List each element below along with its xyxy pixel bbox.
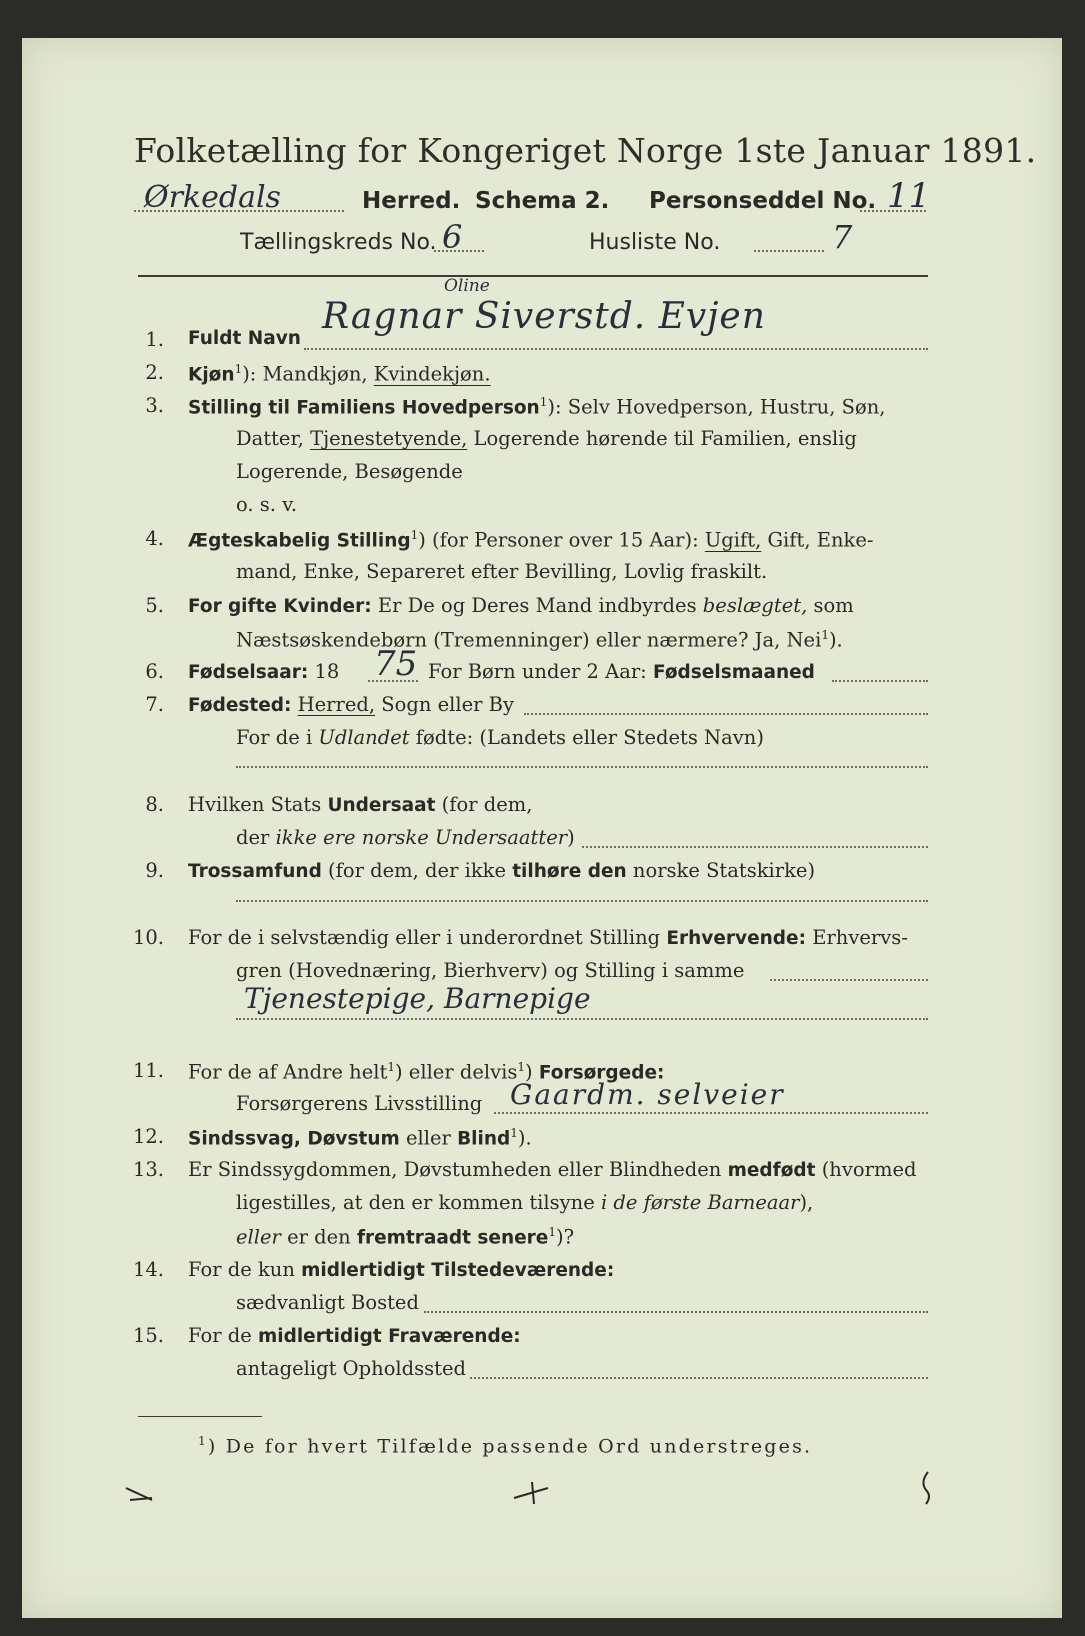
footnote-text: ) De for hvert Tilfælde passende Ord understreges. xyxy=(207,1435,813,1458)
herred-handwritten: Ørkedals xyxy=(144,180,281,215)
footnote-ref: 1 xyxy=(548,1225,556,1239)
item-text: fødte: (Landets eller Stedets Navn) xyxy=(415,726,764,749)
name-handwritten: Ragnar Siverstd. Evjen xyxy=(322,296,766,337)
name-dotline xyxy=(304,348,928,350)
husliste-handwritten: 7 xyxy=(832,218,853,256)
item-label: gifte Kvinder: xyxy=(227,596,372,617)
provider-handwritten: Gaardm. selveier xyxy=(510,1078,785,1111)
item-text: Er Sindssygdommen, Døvstumheden eller Blindheden xyxy=(188,1158,722,1181)
item-number: 11. xyxy=(132,1059,164,1082)
item-text: norske Statskirke) xyxy=(632,859,816,882)
item-number: 14. xyxy=(132,1258,164,1281)
item-label: tilhøre den xyxy=(512,861,627,882)
item-text: Datter, xyxy=(236,427,304,450)
foreign-birthplace-dotline xyxy=(236,766,928,768)
item-text: For de af Andre helt xyxy=(188,1060,388,1084)
footnote-ref: 1 xyxy=(387,1060,395,1074)
item-text: eller xyxy=(406,1126,451,1150)
item-text: ikke ere norske Undersaatter xyxy=(275,826,568,849)
residence-dotline xyxy=(424,1311,928,1313)
footnote-ref: 1 xyxy=(821,628,829,642)
item-number: 13. xyxy=(132,1158,164,1181)
item-number: 3. xyxy=(145,394,164,417)
kreds-handwritten: 6 xyxy=(442,218,463,256)
item-text: ): Mandkjøn, xyxy=(242,362,368,386)
item-number: 10. xyxy=(132,926,164,949)
item-text: eller xyxy=(236,1225,281,1249)
item-text: Sogn eller By xyxy=(381,693,515,716)
item-number: 5. xyxy=(145,594,164,617)
item-3-line3: Logerende, Besøgende xyxy=(236,460,463,483)
husliste-dotline xyxy=(754,250,824,252)
item-text: beslægtet, xyxy=(702,594,808,617)
occupation-dotline-1 xyxy=(770,979,928,981)
pen-mark-right xyxy=(912,1468,942,1508)
item-number: 15. xyxy=(132,1324,164,1347)
item-number: 9. xyxy=(145,859,164,882)
footnote-ref: 1 xyxy=(410,528,419,542)
husliste-label: Husliste No. xyxy=(589,230,721,255)
item-text: For de i selvstændig eller i underordnet Stilling xyxy=(188,926,661,949)
item-text: i de første Barneaar xyxy=(600,1191,800,1214)
item-label: midlertidigt Tilstedeværende: xyxy=(301,1260,615,1281)
item-8-line2 xyxy=(236,828,575,848)
item-text: Hvilken Stats xyxy=(188,793,322,816)
personseddel-label: Personseddel No. xyxy=(649,188,877,214)
item-text: (for dem, der ikke xyxy=(328,859,506,882)
schema-label: Schema 2. xyxy=(475,188,610,214)
item-3-line2 xyxy=(236,429,857,449)
kreds-label: Tællingskreds No. xyxy=(240,230,437,255)
item-text: ), xyxy=(799,1191,814,1214)
item-label: fremtraadt senere xyxy=(356,1227,549,1249)
item-4-line2: mand, Enke, Separeret efter Bevilling, Lovlig fraskilt. xyxy=(236,560,768,583)
footnote-mark: 1 xyxy=(198,1434,208,1448)
personseddel-handwritten: 11 xyxy=(887,176,931,216)
footnote-ref: 1 xyxy=(539,395,548,409)
item-text: Erhvervs- xyxy=(812,926,908,949)
birthyear-handwritten: 75 xyxy=(374,644,418,684)
item-number: 6. xyxy=(145,660,164,683)
item-label: Stilling til Familiens Hovedperson xyxy=(188,397,540,419)
item-label: For xyxy=(188,596,222,617)
year-prefix: 18 xyxy=(314,660,340,683)
item-13-line2 xyxy=(236,1193,813,1213)
item-label: Fødselsmaaned xyxy=(652,662,815,683)
item-label: Fødested: xyxy=(188,695,292,716)
religion-dotline xyxy=(236,900,928,902)
item-number: 7. xyxy=(145,693,164,716)
item-text: )? xyxy=(555,1225,575,1249)
citizenship-dotline xyxy=(582,846,928,848)
item-text: ligestilles, at den er kommen tilsyne xyxy=(236,1191,595,1214)
item-text: Er De og Deres Mand indbyrdes xyxy=(377,594,697,617)
item-15-line2: antageligt Opholdssted xyxy=(236,1357,467,1380)
herred-label: Herred. xyxy=(362,188,461,214)
birthplace-dotline xyxy=(524,713,928,715)
item-text: ) (for Personer over 15 Aar): xyxy=(418,528,699,552)
item-number: 1. xyxy=(145,328,164,351)
item-text: For Børn under 2 Aar: xyxy=(428,660,647,683)
item-text: er den xyxy=(287,1225,351,1249)
item-5-line2 xyxy=(236,629,843,650)
underlined-choice: Herred, xyxy=(297,693,376,716)
item-label: Forsørgede: xyxy=(538,1062,665,1084)
item-label: Fødselsaar: xyxy=(188,662,309,683)
item-3-line4: o. s. v. xyxy=(236,493,298,516)
item-text: (for dem, xyxy=(441,793,533,816)
item-text: ). xyxy=(517,1126,532,1150)
item-text: som xyxy=(813,594,854,617)
footnote-rule xyxy=(138,1416,262,1417)
item-text: (hvormed xyxy=(821,1158,917,1181)
item-11-line2: Forsørgerens Livsstilling xyxy=(236,1092,483,1115)
occupation-handwritten: Tjenestepige, Barnepige xyxy=(244,982,591,1015)
item-text: Gift, Enke- xyxy=(767,528,874,552)
item-number: 2. xyxy=(145,361,164,384)
item-label: Undersaat xyxy=(327,795,436,816)
item-text: ) xyxy=(567,826,575,849)
month-dotline xyxy=(832,680,928,682)
item-number: 8. xyxy=(145,793,164,816)
item-text: For de xyxy=(188,1324,252,1347)
footnote-ref: 1 xyxy=(510,1126,518,1140)
item-14-line2: sædvanligt Bosted xyxy=(236,1291,419,1314)
item-label: medfødt xyxy=(727,1160,816,1181)
item-text: ) eller delvis xyxy=(394,1060,518,1084)
item-text: Næstsøskendebørn (Tremenninger) eller nærmere? Ja, Nei xyxy=(236,628,822,652)
census-form-sheet xyxy=(22,38,1062,1618)
provider-dotline xyxy=(494,1112,928,1114)
item-text: der xyxy=(236,826,270,849)
whereabouts-dotline xyxy=(470,1377,928,1379)
underlined-choice: Ugift, xyxy=(704,528,762,552)
item-text: ): Selv Hovedperson, Hustru, Søn, xyxy=(547,395,886,419)
item-label: Sindssvag, Døvstum xyxy=(188,1128,400,1150)
item-text: ). xyxy=(828,628,843,652)
footnote-ref: 1 xyxy=(234,362,243,376)
underlined-choice: Tjenestetyende, xyxy=(310,427,468,450)
item-number: 12. xyxy=(132,1125,164,1148)
item-text: For de i xyxy=(236,726,313,749)
form-title: Folketælling for Kongeriget Norge 1ste Januar 1891. xyxy=(134,131,1037,170)
pen-mark-center xyxy=(512,1478,552,1508)
underlined-choice: Kvindekjøn. xyxy=(373,362,491,386)
item-text: Udlandet xyxy=(318,726,410,749)
footnote-ref: 1 xyxy=(517,1060,526,1074)
item-number: 4. xyxy=(145,527,164,550)
occupation-dotline-2 xyxy=(236,1018,928,1020)
item-13-line3 xyxy=(236,1226,574,1248)
item-text: ) xyxy=(525,1060,533,1084)
item-label: midlertidigt Fraværende: xyxy=(257,1326,521,1347)
item-label: Erhvervende: xyxy=(666,928,806,949)
item-text: Logerende hørende til Familien, enslig xyxy=(473,427,857,450)
item-text: For de kun xyxy=(188,1258,295,1281)
item-7-line2 xyxy=(236,728,764,748)
item-label: Ægteskabelig Stilling xyxy=(188,530,411,552)
name-handwritten-above: Oline xyxy=(444,276,490,296)
item-10-line2: gren (Hovednæring, Bierhverv) og Stilling i samme xyxy=(236,959,745,982)
item-label: Fuldt Navn xyxy=(188,328,301,349)
item-label: Kjøn xyxy=(188,364,235,386)
item-label: Trossamfund xyxy=(188,861,322,882)
pen-mark-left xyxy=(122,1478,162,1508)
header-rule xyxy=(138,275,928,277)
footnote xyxy=(198,1434,812,1457)
item-label: Blind xyxy=(457,1128,511,1150)
